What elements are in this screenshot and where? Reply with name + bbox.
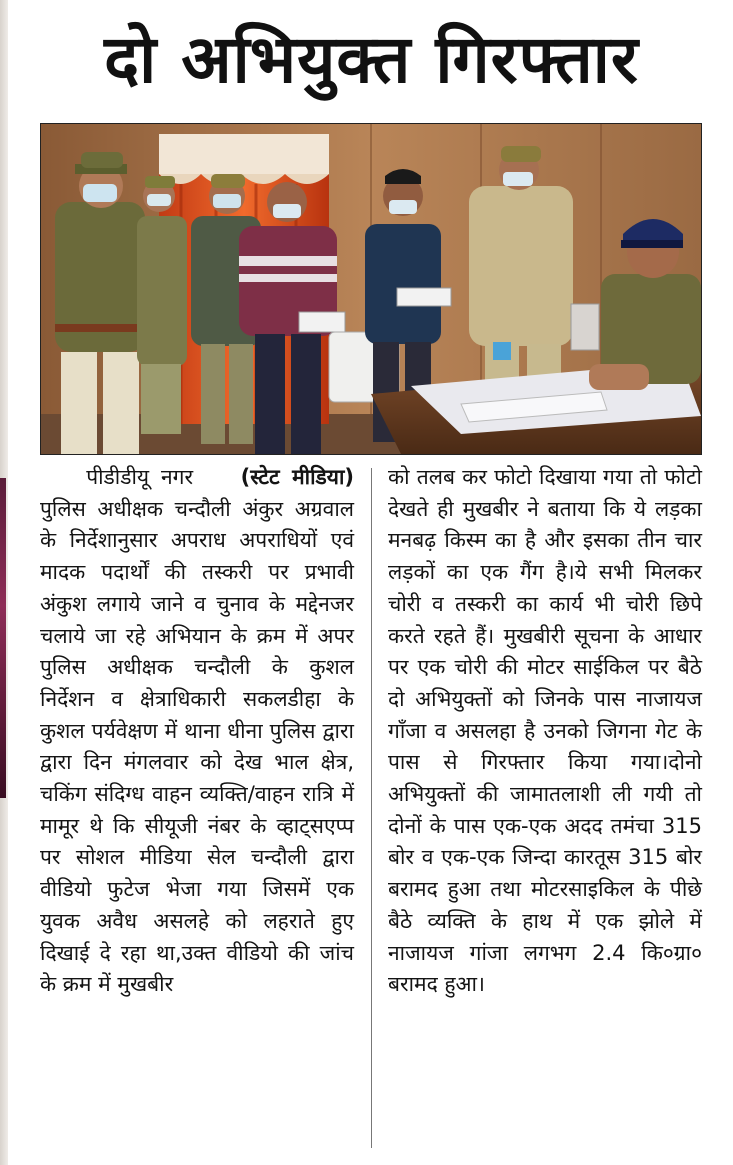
article-body xyxy=(40,462,704,1152)
news-photo xyxy=(40,123,702,455)
news-photo-icon xyxy=(41,124,701,454)
dateline-location: पीडीडीयू नगर xyxy=(86,465,194,489)
article-column-left xyxy=(40,462,354,1001)
article-paragraph-left xyxy=(40,462,354,1001)
dateline-source: (स्टेट मीडिया) xyxy=(240,465,354,489)
column-divider xyxy=(371,468,372,1148)
article-text-right: को तलब कर फोटो दिखाया गया तो फोटो देखते ही मुखबीर ने बताया कि ये लड़का मनबढ़ किस्म का है और इसका तीन चार लड़कों का एक गैंग है।ये सभी मिलकर चोरी व तस्करी का कार्य भी चोरी छिपे करते रहते हैं। मुखबीरी सूचना के आधार पर एक चोरी की मोटर साईकिल पर बैठे दो अभियुक्तों को जिनके पास नाजायज गाँजा व असलहा है उनको जिगना गेट के पास से गिरफ्तार किया गया।दोनो अभियुक्तों की जामातलाशी ली गयी तो दोनों के पास एक-एक अदद तमंचा 315 बोर व एक-एक जिन्दा कारतूस 315 बोर बरामद हुआ तथा मोटरसाइकिल के पीछे बैठे व्यक्ति के हाथ में एक झोले में नाजायज गांजा लगभग 2.4 कि०ग्रा० बरामद हुआ। xyxy=(388,465,702,997)
adjacent-page-fragment xyxy=(0,478,6,798)
article-text-left: पुलिस अधीक्षक चन्दौली अंकुर अग्रवाल के निर्देशानुसार अपराध अपराधियों एवं मादक पदार्थों की तस्करी पर प्रभावी अंकुश लगाये जाने व चुनाव के मद्देनजर चलाये जा रहे अभियान के क्रम में अपर पुलिस अधीक्षक चन्दौली के कुशल निर्देशन व क्षेत्राधिकारी सकलडीहा के कुशल पर्यवेक्षण में थाना धीना पुलिस द्वारा द्वारा दिन मंगलवार को देख भाल क्षेत्र, चकिंग संदिग्ध वाहन व्यक्ति/वाहन रात्रि में मामूर थे कि सीयूजी नंबर के व्हाट्सएप्प पर सोशल मीडिया सेल चन्दौली द्वारा वीडियो फुटेज भेजा गया जिसमें एक युवक अवैध असलहे को लहराते हुए दिखाई दे रहा था,उक्त वीडियो की जांच के क्रम में मुखबीर xyxy=(40,496,354,997)
headline: दो अभियुक्त गिरफ्तार xyxy=(104,21,639,98)
article-column-right xyxy=(388,462,702,1001)
